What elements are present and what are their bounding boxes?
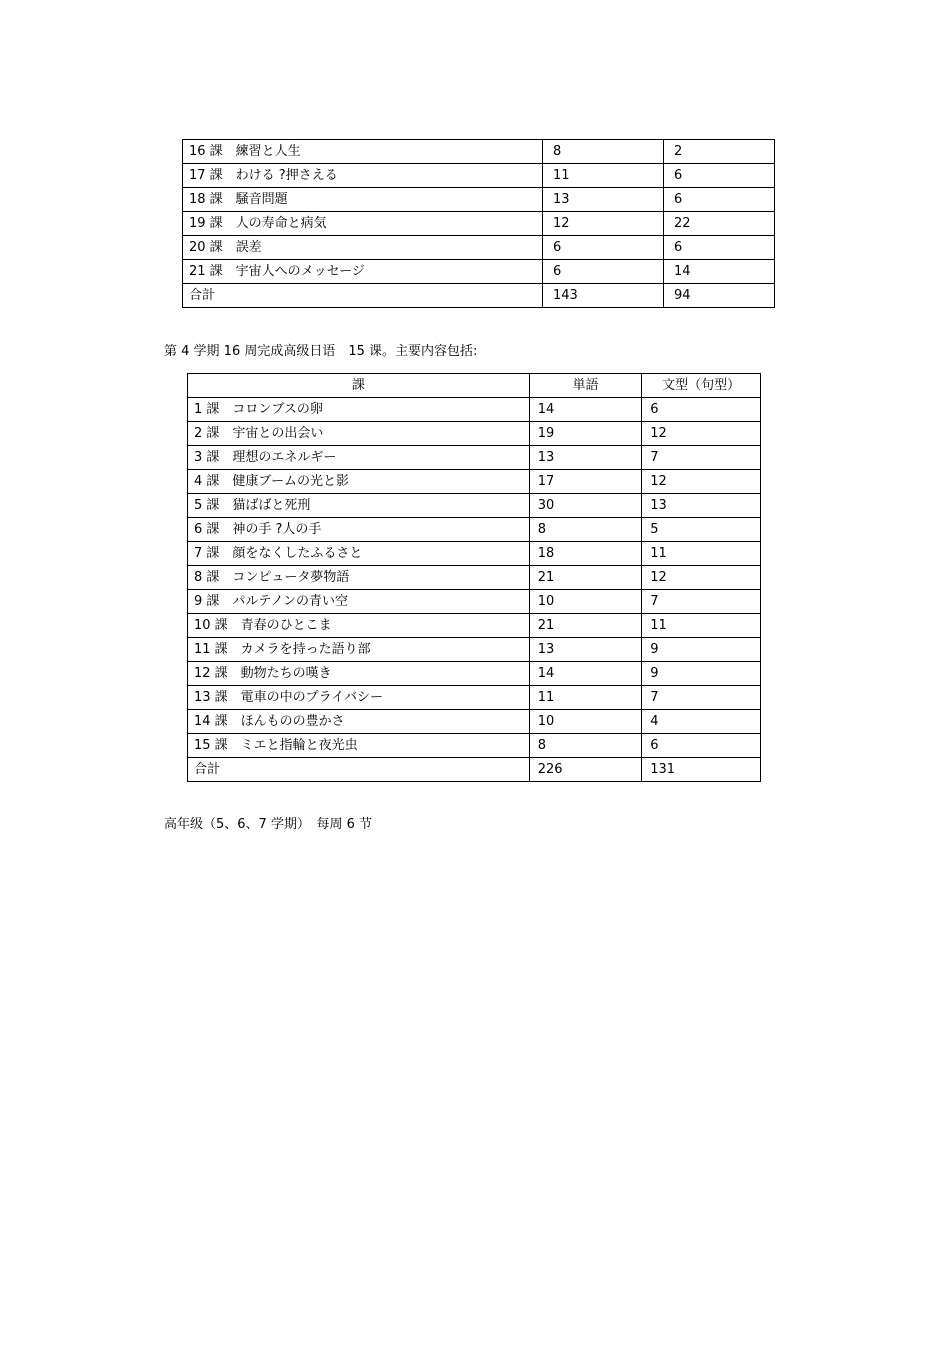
words-cell: 14 <box>529 398 642 422</box>
table-row <box>188 710 761 734</box>
words-cell: 8 <box>543 140 664 164</box>
patterns-cell: 12 <box>642 422 761 446</box>
words-cell: 13 <box>529 446 642 470</box>
patterns-cell: 6 <box>642 398 761 422</box>
lesson-cell: 16 課 練習と人生 <box>183 140 543 164</box>
table-row <box>188 470 761 494</box>
lesson-cell: 14 課 ほんものの豊かさ <box>188 710 530 734</box>
total-words: 226 <box>529 758 642 782</box>
lesson-cell: 8 課 コンピュータ夢物語 <box>188 566 530 590</box>
patterns-cell: 7 <box>642 446 761 470</box>
patterns-cell: 12 <box>642 566 761 590</box>
table-row <box>188 422 761 446</box>
lesson-cell: 5 課 猫ばばと死刑 <box>188 494 530 518</box>
lesson-cell: 3 課 理想のエネルギー <box>188 446 530 470</box>
header-patterns: 文型（句型） <box>642 374 761 398</box>
patterns-cell: 13 <box>642 494 761 518</box>
patterns-cell: 11 <box>642 614 761 638</box>
total-row <box>183 284 775 308</box>
senior-grade-description: 高年级（5、6、7 学期） 每周 6 节 <box>164 817 372 832</box>
lesson-cell: 20 課 誤差 <box>183 236 543 260</box>
patterns-cell: 7 <box>642 590 761 614</box>
patterns-cell: 22 <box>664 212 775 236</box>
patterns-cell: 11 <box>642 542 761 566</box>
patterns-cell: 6 <box>664 236 775 260</box>
table-row <box>188 614 761 638</box>
table-row <box>183 236 775 260</box>
lesson-cell: 18 課 騒音問題 <box>183 188 543 212</box>
lesson-cell: 6 課 神の手 ?人の手 <box>188 518 530 542</box>
total-patterns: 94 <box>664 284 775 308</box>
table-row <box>188 686 761 710</box>
lesson-cell: 13 課 電車の中のプライバシー <box>188 686 530 710</box>
total-row <box>188 758 761 782</box>
words-cell: 14 <box>529 662 642 686</box>
patterns-cell: 7 <box>642 686 761 710</box>
patterns-cell: 4 <box>642 710 761 734</box>
total-label: 合計 <box>183 284 543 308</box>
header-lesson: 課 <box>188 374 530 398</box>
semester-4-description: 第 4 学期 16 周完成高级日语 15 课。主要内容包括: <box>164 344 478 359</box>
words-cell: 6 <box>543 236 664 260</box>
patterns-cell: 6 <box>642 734 761 758</box>
table-row <box>183 164 775 188</box>
words-cell: 10 <box>529 590 642 614</box>
lesson-table-semester-4 <box>187 373 761 782</box>
patterns-cell: 9 <box>642 662 761 686</box>
patterns-cell: 2 <box>664 140 775 164</box>
lesson-cell: 21 課 宇宙人へのメッセージ <box>183 260 543 284</box>
words-cell: 21 <box>529 566 642 590</box>
lesson-cell: 17 課 わける ?押さえる <box>183 164 543 188</box>
table-row <box>188 638 761 662</box>
words-cell: 11 <box>543 164 664 188</box>
words-cell: 8 <box>529 734 642 758</box>
table-row <box>188 518 761 542</box>
patterns-cell: 14 <box>664 260 775 284</box>
table-row <box>188 446 761 470</box>
lesson-table-semester-3 <box>182 139 775 308</box>
table-row <box>188 734 761 758</box>
lesson-cell: 4 課 健康ブームの光と影 <box>188 470 530 494</box>
words-cell: 18 <box>529 542 642 566</box>
table-row <box>183 260 775 284</box>
lesson-cell: 2 課 宇宙との出会い <box>188 422 530 446</box>
lesson-cell: 7 課 顔をなくしたふるさと <box>188 542 530 566</box>
words-cell: 10 <box>529 710 642 734</box>
table-row <box>188 398 761 422</box>
lesson-cell: 9 課 パルテノンの青い空 <box>188 590 530 614</box>
lesson-cell: 12 課 動物たちの嘆き <box>188 662 530 686</box>
patterns-cell: 12 <box>642 470 761 494</box>
words-cell: 17 <box>529 470 642 494</box>
table-row <box>183 188 775 212</box>
lesson-cell: 15 課 ミエと指輪と夜光虫 <box>188 734 530 758</box>
words-cell: 6 <box>543 260 664 284</box>
patterns-cell: 5 <box>642 518 761 542</box>
total-patterns: 131 <box>642 758 761 782</box>
words-cell: 21 <box>529 614 642 638</box>
words-cell: 11 <box>529 686 642 710</box>
table-header-row <box>188 374 761 398</box>
words-cell: 8 <box>529 518 642 542</box>
lesson-cell: 1 課 コロンブスの卵 <box>188 398 530 422</box>
table-row <box>183 140 775 164</box>
patterns-cell: 6 <box>664 188 775 212</box>
words-cell: 30 <box>529 494 642 518</box>
lesson-cell: 10 課 青春のひとこま <box>188 614 530 638</box>
total-words: 143 <box>543 284 664 308</box>
lesson-cell: 11 課 カメラを持った語り部 <box>188 638 530 662</box>
words-cell: 13 <box>543 188 664 212</box>
lesson-cell: 19 課 人の寿命と病気 <box>183 212 543 236</box>
total-label: 合計 <box>188 758 530 782</box>
table-row <box>188 566 761 590</box>
words-cell: 19 <box>529 422 642 446</box>
words-cell: 12 <box>543 212 664 236</box>
table-row <box>188 590 761 614</box>
table-row <box>188 494 761 518</box>
patterns-cell: 6 <box>664 164 775 188</box>
table-row <box>188 662 761 686</box>
table-row <box>183 212 775 236</box>
patterns-cell: 9 <box>642 638 761 662</box>
table-row <box>188 542 761 566</box>
words-cell: 13 <box>529 638 642 662</box>
header-words: 単語 <box>529 374 642 398</box>
